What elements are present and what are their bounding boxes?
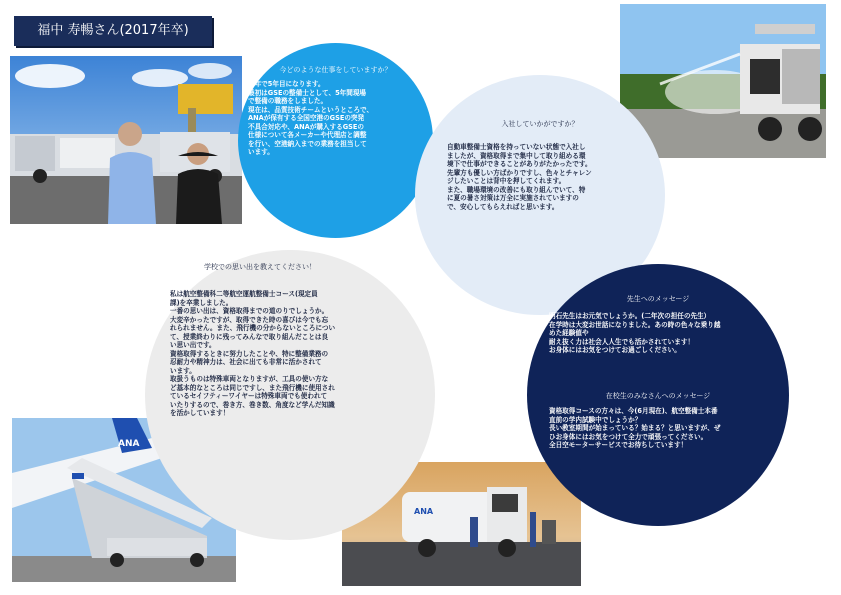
teacher-heading: 先生へのメッセージ xyxy=(626,295,690,303)
stairs-ana-logo: ANA xyxy=(118,439,140,449)
circle-current-work xyxy=(238,43,433,238)
circle-messages xyxy=(527,264,789,526)
q2-question: 入社していかがですか？ xyxy=(501,120,579,128)
alumni-name: 福中 寿暢さん(2017年卒) xyxy=(37,23,189,38)
q3-answer: 私は航空整備科二等航空運航整備士コース(現定員 課)を卒業しました。 一番の思い出は、資格取得までの道のりでしょうか。 大変辛かったですが、取得できた時の喜びは今でも忘 れられません。また、飛行機の分からないところについ て、授業終わりに残ってみんなで取り組んだことは良 い思い出です。 資格取得するときに努力したことや、特に整備業務の 忍耐力や精神力は、社会に出ても非常に活かされて います。 取扱うものは特殊車両となりますが、工具の使い方な ど基本的なところは同じですし、また飛行機に使用され ているセイフティーワイヤーは特殊車両でも使われて いたりするので、巻き方、巻き数、角度など学んだ知識 を活かしています！ xyxy=(170,290,336,417)
students-message: 資格取得コースの方々は、今(6月現在)、航空整備士本番 直前の学内試験中でしょうか？ 長い教室期間が始まっている？始まる？と思いますが、ぜ ひお身体にはお気をつけて全力で頑張ってください。 全日空モーターサービスでお待ちしています！ xyxy=(549,407,721,449)
teacher-message: 明石先生はお元気でしょうか。(二年次の担任の先生） 在学時は大変お世話になりました。あの時の色々な乗り越 めた経験値や 耐え抜く力は社会人人生でも活かされています！ お身体にはお気をつけてお過ごしください。 xyxy=(549,312,721,354)
name-badge xyxy=(14,16,212,46)
tanker-ana-logo: ANA xyxy=(414,507,434,516)
q1-answer: 今年で5年目になります。 最初はGSEの整備士として、5年間現場 で整備の職務をしました。 現在は、品質技術チームというところで、 ANAが保有する全国空港のGSEの突発 不具合対応や、ANAが購入するGSEの 仕様について各メーカーや代理店と調整 を行い、空港納入までの業務を担当して います。 xyxy=(248,80,374,156)
photo-staff xyxy=(10,56,242,224)
q3-question: 学校での思い出を教えてください！ xyxy=(204,263,316,271)
photo-truck-washing xyxy=(620,4,826,158)
students-heading: 在校生のみなさんへのメッセージ xyxy=(605,392,711,400)
q2-answer: 自動車整備士資格を持っていない状態で入社し ましたが、資格取得まで集中して取り組める環 境下で仕事ができることがありがたかったです。 先輩方も優しい方ばかりですし、色々とチャレン ジしたいことは背中を押してくれます。 また、職場環境の改善にも取り組んでいて、特 に夏の暑さ対策は万全に実施されていますの で、安心してもらえればと思います。 xyxy=(447,143,592,211)
circle-school-memories xyxy=(145,250,435,540)
q1-question: 今どのような仕事をしていますか？ xyxy=(279,66,392,74)
